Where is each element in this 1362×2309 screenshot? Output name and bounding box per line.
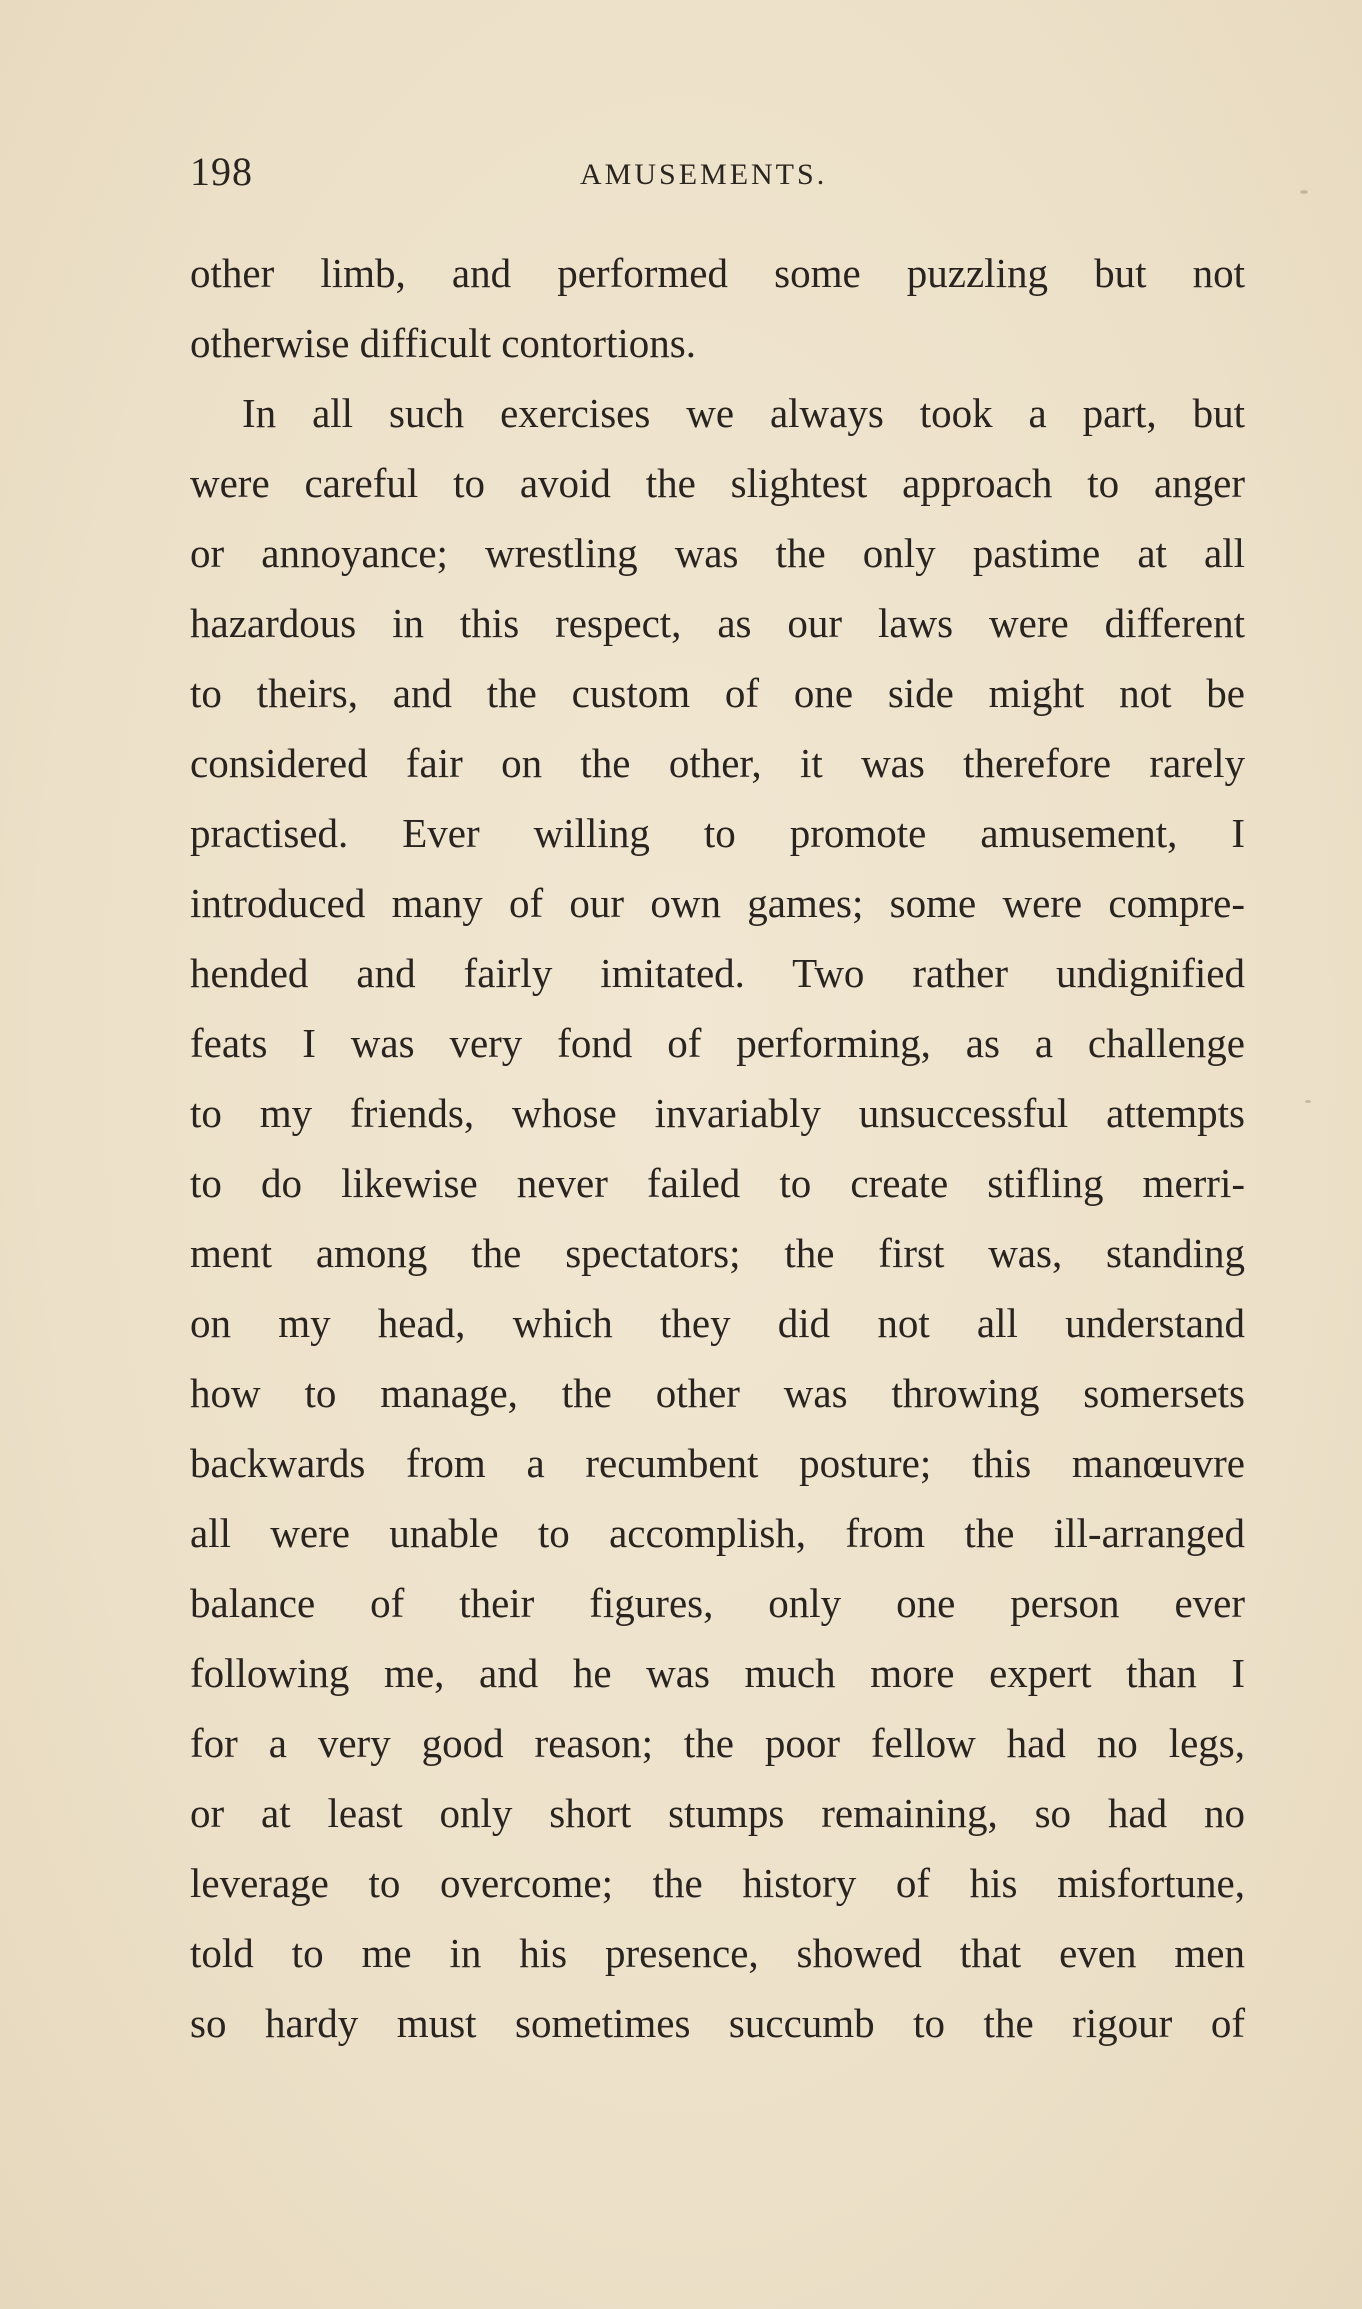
text-line: to my friends, whose invariably unsuccessful attempts [190, 1090, 1245, 1136]
text-line: on my head, which they did not all understand [190, 1300, 1245, 1346]
text-line: to do likewise never failed to create stifling merri- [190, 1160, 1245, 1206]
text-line: ment among the spectators; the first was, standing [190, 1230, 1245, 1276]
text-line: hended and fairly imitated. Two rather undignified [190, 950, 1245, 996]
body-text [190, 238, 1245, 2058]
text-line: told to me in his presence, showed that even men [190, 1930, 1245, 1976]
paper-speck [1305, 1100, 1311, 1103]
text-line: so hardy must sometimes succumb to the rigour of [190, 2000, 1245, 2046]
text-line: following me, and he was much more expert than I [190, 1650, 1245, 1696]
paper-speck [1300, 190, 1308, 194]
text-line: backwards from a recumbent posture; this manœuvre [190, 1440, 1245, 1486]
text-line: all were unable to accomplish, from the ill-arranged [190, 1510, 1245, 1556]
text-line: were careful to avoid the slightest approach to anger [190, 460, 1245, 506]
text-line: or at least only short stumps remaining, so had no [190, 1790, 1245, 1836]
page-header [190, 148, 1250, 208]
text-line: to theirs, and the custom of one side might not be [190, 670, 1245, 716]
text-line: other limb, and performed some puzzling but not [190, 250, 1245, 296]
text-line: considered fair on the other, it was therefore rarely [190, 740, 1245, 786]
text-line: introduced many of our own games; some were compre- [190, 880, 1245, 926]
text-line: feats I was very fond of performing, as a challenge [190, 1020, 1245, 1066]
text-line: or annoyance; wrestling was the only pastime at all [190, 530, 1245, 576]
text-line: practised. Ever willing to promote amusement, I [190, 810, 1245, 856]
text-line: In all such exercises we always took a part, but [242, 390, 1245, 436]
text-line: leverage to overcome; the history of his misfortune, [190, 1860, 1245, 1906]
text-line: balance of their figures, only one person ever [190, 1580, 1245, 1626]
page-number: 198 [190, 149, 253, 194]
text-line: otherwise difficult contortions. [190, 320, 696, 366]
text-line: how to manage, the other was throwing somersets [190, 1370, 1245, 1416]
text-line: for a very good reason; the poor fellow had no legs, [190, 1720, 1245, 1766]
text-line: hazardous in this respect, as our laws were different [190, 600, 1245, 646]
running-head: AMUSEMENTS. [580, 158, 828, 191]
